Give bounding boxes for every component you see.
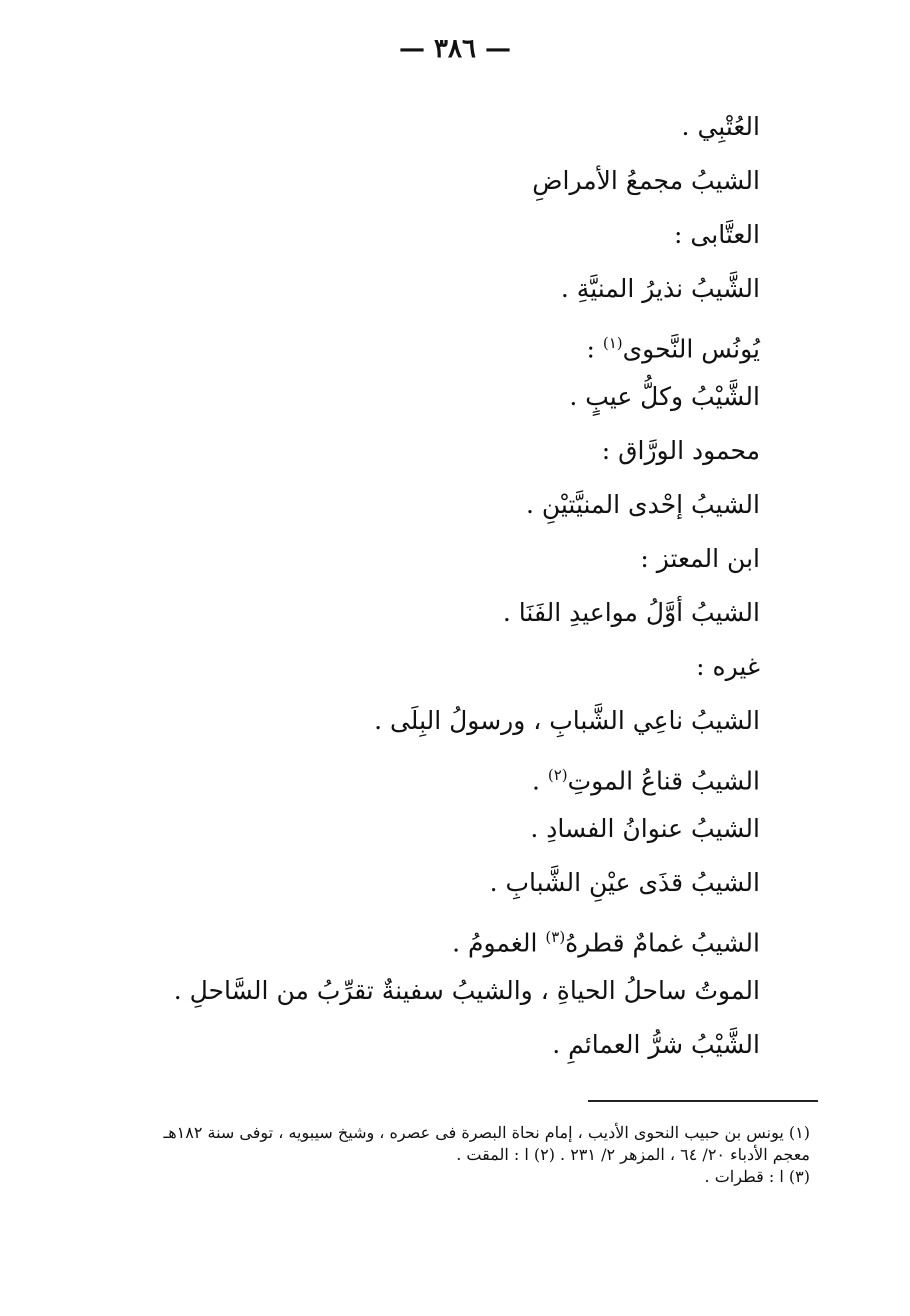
footnotes	[90, 1122, 810, 1188]
footnote-marker-1: (١)	[602, 334, 623, 352]
text-line: محمود الورَّاق :	[601, 436, 760, 465]
footnote-marker-2: (٢)	[547, 766, 568, 784]
text-line: الشَّيبُ نذيرُ المنيَّةِ .	[560, 274, 760, 303]
text-line: الشيبُ ناعِي الشَّبابِ ، ورسولُ البِلَى .	[374, 706, 760, 735]
text-line: غيره :	[696, 652, 760, 681]
text-line: الشيبُ مجمعُ الأمراضِ	[532, 166, 760, 195]
text-line: العُتْبِي .	[681, 112, 760, 141]
footnote-line: (٣) ا : قطرات .	[704, 1167, 810, 1186]
line-suffix: .	[531, 766, 548, 796]
footnote-marker-3: (٣)	[545, 928, 566, 946]
text-line	[60, 316, 760, 370]
text-line: الموتُ ساحلُ الحياةِ ، والشيبُ سفينةٌ تقرِّبُ من السَّاحلِ .	[173, 976, 760, 1005]
footnote-line: (١) يونس بن حبيب النحوى الأديب ، إمام نحاة البصرة فى عصره ، وشيخ سيبويه ، توفى سنة ١٨٢هـ	[163, 1123, 810, 1142]
line-suffix: :	[586, 334, 603, 364]
text-line	[60, 910, 760, 964]
text-line: الشيبُ قذَى عيْنِ الشَّبابِ .	[489, 868, 760, 897]
page-number: — ٣٨٦ —	[398, 34, 512, 64]
text-line: الشَّيْبُ وكلُّ عيبٍ .	[569, 382, 760, 411]
body-text	[60, 100, 760, 1072]
text-line: الشيبُ أوَّلُ مواعيدِ الفَنَا .	[502, 598, 760, 627]
text-line	[60, 748, 760, 802]
text-line: الشيبُ عنوانُ الفسادِ .	[530, 814, 760, 843]
line-text: الشيبُ قناعُ الموتِ	[567, 766, 760, 796]
line-suffix: الغمومُ .	[452, 928, 546, 958]
author-name: يُونُس النَّحوى	[622, 334, 760, 364]
text-line: ابن المعتز :	[640, 544, 760, 573]
text-line: الشَّيْبُ شرُّ العمائمِ .	[552, 1030, 760, 1059]
text-line: العتَّابى :	[674, 220, 760, 249]
footnote-line: معجم الأدباء ٢٠/ ٦٤ ، المزهر ٢/ ٢٣١ . (٢) ا : المقت .	[456, 1145, 810, 1164]
footnote-divider	[588, 1100, 818, 1102]
line-text: الشيبُ غمامٌ قطرهُ	[565, 928, 760, 958]
text-line: الشيبُ إحْدى المنيَّتيْنِ .	[525, 490, 760, 519]
